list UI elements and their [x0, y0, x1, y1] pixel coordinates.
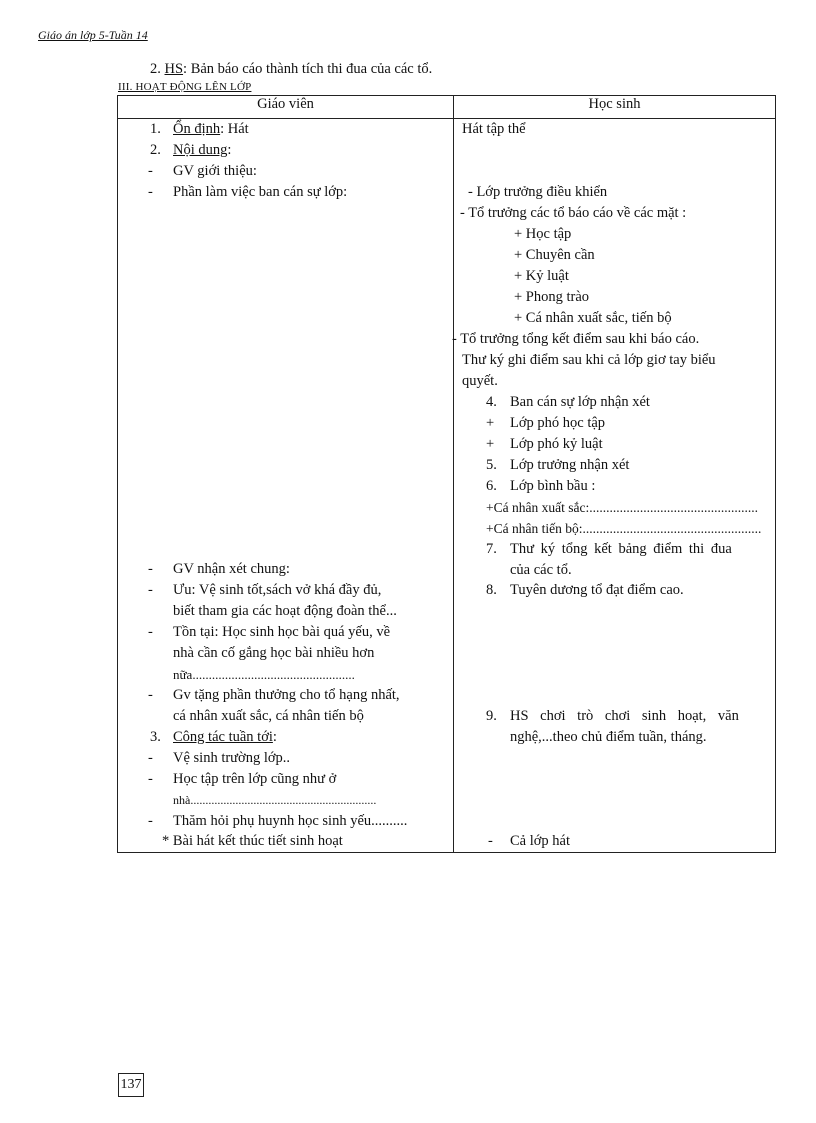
teacher-num: 3. — [150, 729, 161, 745]
student-line: +Cá nhân xuất sắc:.................................................. — [486, 500, 758, 515]
student-column-header: Học sinh — [454, 96, 776, 119]
teacher-line: Ưu: Vệ sinh tốt,sách vở khá đầy đủ, — [173, 582, 382, 598]
student-num: 9. — [486, 708, 497, 724]
dash: - — [148, 624, 153, 640]
teacher-column — [118, 119, 454, 853]
dash: - — [148, 184, 153, 200]
student-line: - Tổ trưởng các tổ báo cáo về các mặt : — [460, 205, 687, 221]
teacher-column-header: Giáo viên — [118, 96, 454, 119]
student-num: + — [486, 415, 495, 431]
student-line: + Cá nhân xuất sắc, tiến bộ — [514, 310, 672, 326]
hs-number: 2. — [150, 61, 161, 77]
student-column — [454, 119, 776, 853]
teacher-num: 1. — [150, 121, 161, 137]
hs-text: : Bản báo cáo thành tích thi đua của các tổ. — [183, 61, 433, 77]
page-number: 137 — [118, 1073, 144, 1097]
student-line: Lớp phó học tập — [510, 415, 606, 431]
teacher-line: nhà.............................................................. — [173, 793, 377, 807]
student-num: 7. — [486, 541, 497, 557]
student-line: Lớp bình bầu : — [510, 478, 596, 494]
page-header-title: Giáo án lớp 5-Tuần 14 — [38, 28, 148, 42]
teacher-line: Nội dung: — [173, 142, 232, 158]
student-line: - Lớp trưởng điều khiển — [468, 184, 608, 200]
teacher-line: GV giới thiệu: — [173, 163, 257, 179]
student-line: + Phong trào — [514, 289, 590, 305]
student-line: của các tổ. — [510, 562, 572, 578]
teacher-line: Phần làm việc ban cán sự lớp: — [173, 184, 348, 200]
teacher-line: Tồn tại: Học sinh học bài quá yếu, về — [173, 624, 391, 640]
dash: - — [148, 771, 153, 787]
student-line: +Cá nhân tiến bộ:..................................................... — [486, 521, 762, 536]
hs-label: HS — [164, 61, 184, 77]
dash: - — [148, 561, 153, 577]
teacher-line: Thăm hỏi phụ huynh học sinh yếu.......... — [173, 813, 408, 829]
student-line: Lớp trưởng nhận xét — [510, 457, 630, 473]
student-line: Ban cán sự lớp nhận xét — [510, 394, 650, 410]
student-num: 4. — [486, 394, 497, 410]
student-num: 6. — [486, 478, 497, 494]
dash: - — [148, 750, 153, 766]
teacher-line: biết tham gia các hoạt động đoàn thể... — [173, 603, 397, 619]
student-line: nghệ,...theo chủ điểm tuần, tháng. — [510, 729, 707, 745]
student-line: - Tổ trưởng tổng kết điểm sau khi báo cáo. — [452, 331, 700, 347]
student-line: Tuyên dương tổ đạt điểm cao. — [510, 582, 684, 598]
student-line: HS chơi trò chơi sinh hoạt, văn — [510, 708, 739, 724]
student-line: Thư ký ghi điểm sau khi cả lớp giơ tay biểu — [462, 352, 716, 368]
teacher-line: cá nhân xuất sắc, cá nhân tiến bộ — [173, 708, 364, 724]
student-line: Thư ký tổng kết bảng điểm thi đua — [510, 541, 732, 557]
student-line: + Chuyên cần — [514, 247, 595, 263]
teacher-line: GV nhận xét chung: — [173, 561, 290, 577]
activity-table — [117, 95, 776, 853]
student-line: Cả lớp hát — [510, 833, 571, 849]
dash: - — [148, 687, 153, 703]
teacher-num: 2. — [150, 142, 161, 158]
student-line: Lớp phó kỷ luật — [510, 436, 603, 452]
student-num: 8. — [486, 582, 497, 598]
teacher-line: Công tác tuần tới: — [173, 729, 277, 745]
teacher-line: * Bài hát kết thúc tiết sinh hoạt — [162, 833, 343, 849]
student-line: + Kỷ luật — [514, 268, 569, 284]
dash: - — [148, 163, 153, 179]
student-line: quyết. — [462, 373, 498, 389]
student-line: + Học tập — [514, 226, 572, 242]
teacher-line: nữa.................................................. — [173, 667, 355, 682]
section-title: III. HOẠT ĐỘNG LÊN LỚP — [118, 81, 252, 93]
dash: - — [148, 582, 153, 598]
student-num: + — [486, 436, 495, 452]
teacher-line: Vệ sinh trường lớp.. — [173, 750, 291, 766]
student-num: - — [488, 833, 493, 849]
teacher-line: Gv tặng phần thưởng cho tổ hạng nhất, — [173, 687, 400, 703]
student-line: Hát tập thể — [462, 121, 526, 137]
dash: - — [148, 813, 153, 829]
student-num: 5. — [486, 457, 497, 473]
teacher-line: Ổn định: Hát — [173, 121, 249, 137]
hs-line — [150, 61, 432, 78]
teacher-line: nhà cần cố gắng học bài nhiều hơn — [173, 645, 375, 661]
teacher-line: Học tập trên lớp cũng như ở — [173, 771, 337, 787]
